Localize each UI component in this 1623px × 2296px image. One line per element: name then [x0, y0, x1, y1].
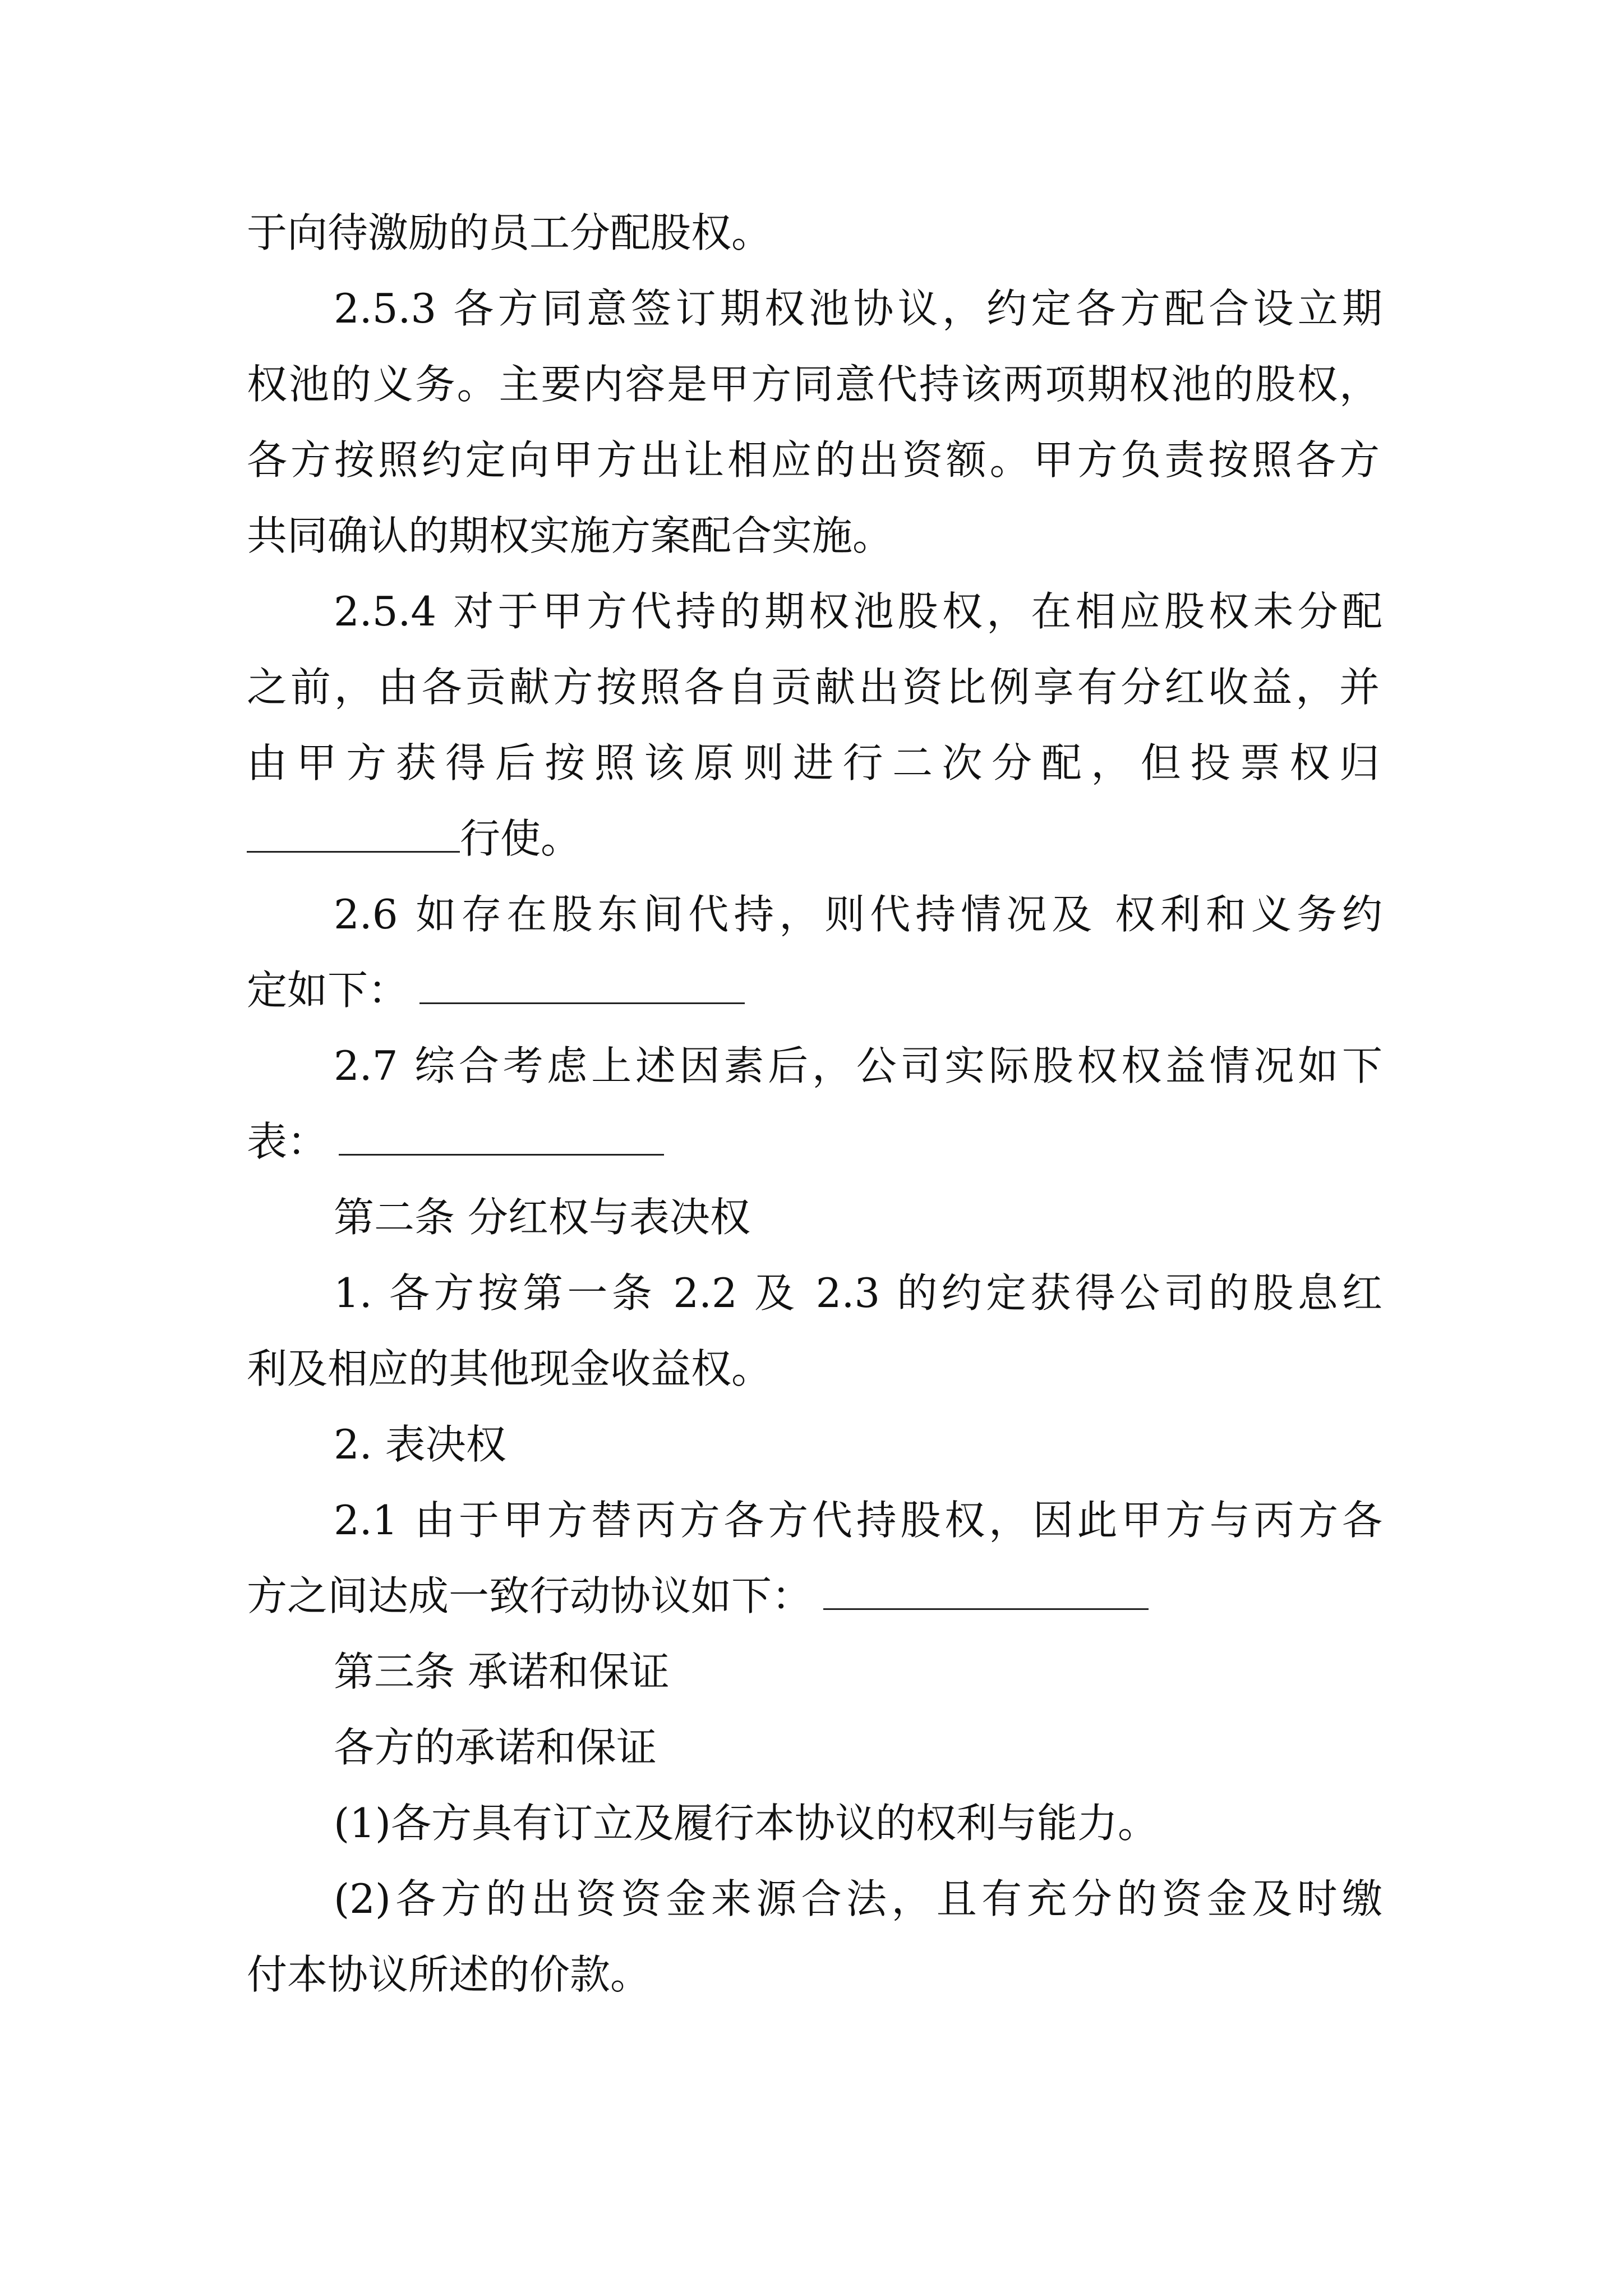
- text-line: 1. 各方按第一条 2.2 及 2.3 的约定获得公司的股息红: [334, 1269, 1382, 1317]
- fill-in-blank: [823, 1575, 1149, 1610]
- text-line: 于向待激励的员工分配股权。: [247, 209, 772, 256]
- fill-in-blank: [247, 817, 460, 853]
- text-fragment: 表：: [247, 1118, 328, 1165]
- fill-in-blank: [339, 1120, 664, 1156]
- fill-in-blank: [419, 969, 745, 1004]
- text-line: 2.5.3 各方同意签订期权池协议，约定各方配合设立期: [334, 285, 1382, 332]
- text-fragment: 定如下：: [247, 967, 409, 1014]
- text-fragment: 方之间达成一致行动协议如下：: [247, 1572, 813, 1619]
- text-line-with-blank: [247, 1114, 664, 1170]
- text-line: 2. 表决权: [334, 1421, 506, 1468]
- text-line: 2.6 如存在股东间代持，则代持情况及 权利和义务约: [334, 891, 1382, 938]
- text-line-with-blank: [247, 962, 745, 1018]
- text-line: 2.5.4 对于甲方代持的期权池股权，在相应股权未分配: [334, 588, 1382, 635]
- text-line: 之前，由各贡献方按照各自贡献出资比例享有分红收益，并: [247, 664, 1380, 711]
- text-line: 利及相应的其他现金收益权。: [247, 1345, 772, 1392]
- text-line-with-blank: [247, 811, 581, 867]
- text-line: 付本协议所述的价款。: [247, 1951, 651, 1998]
- section-heading: 第二条 分红权与表决权: [334, 1194, 750, 1241]
- text-line: 共同确认的期权实施方案配合实施。: [247, 512, 893, 559]
- text-line: 2.1 由于甲方替丙方各方代持股权，因此甲方与丙方各: [334, 1497, 1382, 1544]
- text-line-with-blank: [247, 1568, 1149, 1624]
- text-fragment: 行使。: [460, 815, 582, 862]
- text-line: 各方的承诺和保证: [334, 1724, 657, 1771]
- text-line: 权池的义务。主要内容是甲方同意代持该两项期权池的股权，: [247, 361, 1380, 408]
- text-line: (1)各方具有订立及履行本协议的权利与能力。: [334, 1800, 1158, 1847]
- text-line: 各方按照约定向甲方出让相应的出资额。甲方负责按照各方: [247, 436, 1380, 484]
- section-heading: 第三条 承诺和保证: [334, 1648, 670, 1695]
- text-line: 2.7 综合考虑上述因素后，公司实际股权权益情况如下: [334, 1042, 1382, 1089]
- text-line: (2)各方的出资资金来源合法，且有充分的资金及时缴: [334, 1875, 1382, 1922]
- text-line: 由甲方获得后按照该原则进行二次分配，但投票权归: [247, 739, 1380, 786]
